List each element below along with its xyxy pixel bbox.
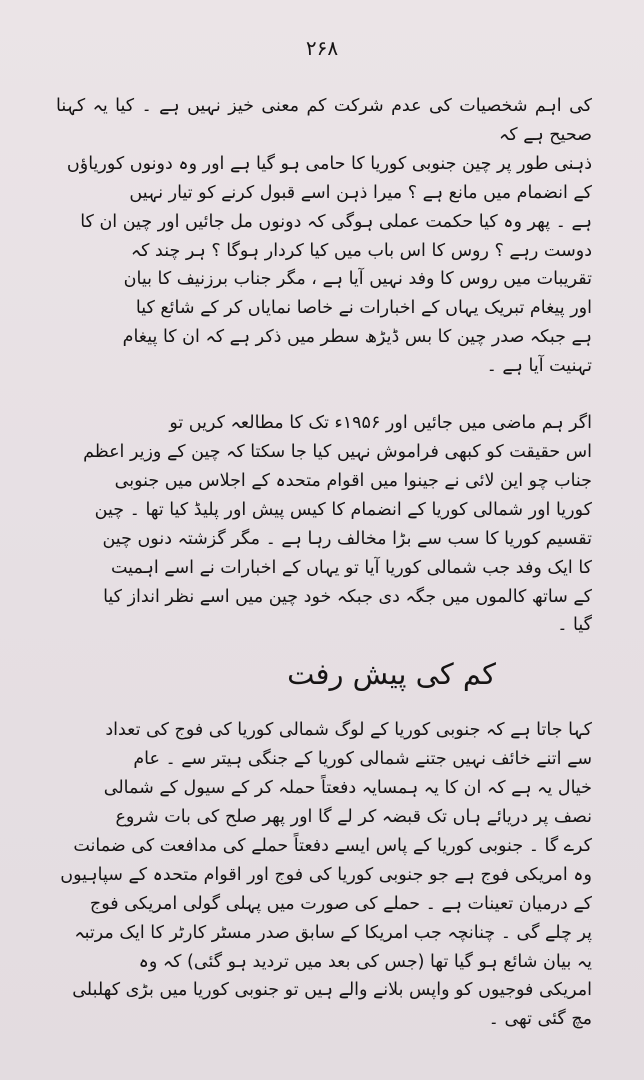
text-line: اور پیغام تبریک یہاں کے اخبارات نے خاصا نمایاں کر کے شائع کیا [135,298,592,319]
text-line: کے ساتھ کالموں میں جگہ دی جبکہ خود چین میں اسے نظر انداز کیا [103,586,592,607]
text-line: کا ایک وفد جب شمالی کوریا آیا تو یہاں کے اخبارات نے اسے اہمیت [111,557,592,578]
text-line: تہنیت آیا ہے ۔ [486,356,592,377]
text-line: ہے ۔ پھر وہ کیا حکمت عملی ہوگی کہ دونوں مل جائیں اور چین ان کا [80,211,592,232]
text-line: ہے جبکہ صدر چین کا بس ڈیڑھ سطر میں ذکر ہے کہ ان کا پیغام [122,327,592,348]
text-line: سے اتنے خائف نہیں جتنے شمالی کوریا کے جنگی ہیتر سے ۔ عام [133,749,592,770]
text-line: جناب چو این لائی نے جینوا میں اقوام متحدہ کے اجلاس میں جنوبی [114,470,592,491]
page-number: ۲۶۸ [305,36,339,60]
section-heading: کم کی پیش رفت [287,657,496,692]
text-line: یہ بیان شائع ہو گیا تھا (جس کی بعد میں تردید ہو گئی) کہ وہ [138,951,592,972]
paragraph-1 [56,92,592,381]
text-line: اس حقیقت کو کبھی فراموش نہیں کیا جا سکتا کہ چین کے وزیر اعظم [83,441,592,462]
text-line: کوریا اور شمالی کوریا کے انضمام کا کیس پیش اور پلیڈ کیا تھا ۔ چین [94,499,592,520]
text-line: کے انضمام میں مانع ہے ؟ میرا ذہن اسے قبول کرنے کو تیار نہیں [129,182,592,203]
text-line: گیا ۔ [557,615,592,636]
page-content [56,92,592,1034]
text-line: تقریبات میں روس کا وفد نہیں آیا ہے ، مگر جناب برزنیف کا بیان [123,269,592,290]
text-line: نصف پر دریائے ہاں تک قبضہ کر لے گا اور پھر صلح کی بات شروع [115,807,592,828]
paragraph-2 [56,409,592,640]
text-line: وہ امریکی فوج ہے جو جنوبی کوریا کی فوج اور اقوام متحدہ کے سپاہیوں [60,864,592,885]
text-line: امریکی فوجیوں کو واپس بلانے والے ہیں تو جنوبی کوریا میں بڑی کھلبلی [72,980,592,1001]
paragraph-3 [56,716,592,1034]
text-line: تقسیم کوریا کا سب سے بڑا مخالف رہا ہے ۔ مگر گزشتہ دنوں چین [102,528,592,549]
text-line: ذہنی طور پر چین جنوبی کوریا کا حامی ہو گیا ہے اور وہ دونوں کوریاؤں [66,153,592,174]
text-line: مچ گئی تھی ۔ [488,1009,592,1030]
text-line: کے درمیان تعینات ہے ۔ حملے کی صورت میں پہلی گولی امریکی فوج [89,893,592,914]
text-line: خیال یہ ہے کہ ان کا یہ ہمسایہ دفعتاً حملہ کر کے سیول کے شمالی [103,778,592,799]
text-line: دوست رہے ؟ روس کا اس باب میں کیا کردار ہوگا ؟ ہر چند کہ [130,240,592,261]
text-line: کہا جاتا ہے کہ جنوبی کوریا کے لوگ شمالی کوریا کی فوج کی تعداد [105,720,592,741]
text-line: پر چلے گی ۔ چنانچہ جب امریکا کے سابق صدر مسٹر کارٹر کا ایک مرتبہ [74,922,592,943]
text-line: کرے گا ۔ جنوبی کوریا کے پاس ایسے دفعتاً حملے کی مدافعت کی ضمانت [73,835,592,856]
text-line: اگر ہم ماضی میں جائیں اور ۱۹۵۶ء تک کا مطالعہ کریں تو [169,413,592,434]
text-line: کی اہم شخصیات کی عدم شرکت کم معنی خیز نہیں ہے ۔ کیا یہ کہنا صحیح ہے کہ [56,96,592,145]
